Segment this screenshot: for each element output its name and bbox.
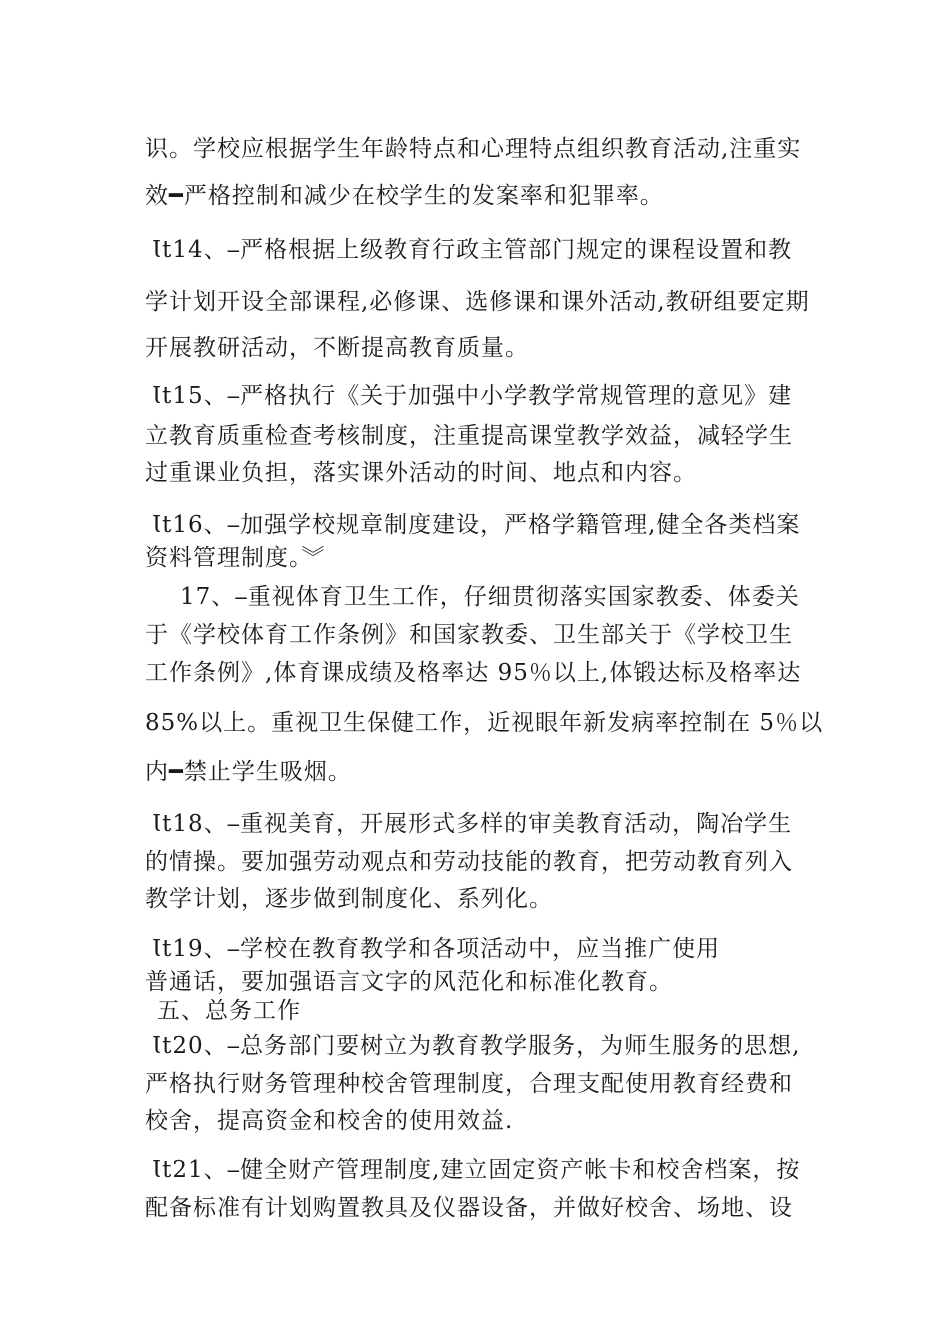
text-line: 识。学校应根据学生年龄特点和心理特点组织教育活动,注重实	[145, 136, 802, 162]
text-line: 立教育质重检查考核制度，注重提高课堂教学效益，减轻学生	[145, 423, 793, 449]
text-line: 开展教研活动，不断提高教育质量。	[145, 335, 529, 361]
item-19-heading: Ɩt19、⎯学校在教育教学和各项活动中，应当推广使用	[152, 936, 721, 962]
text-line: 配备标准有计划购置教具及仪器设备，并做好校舍、场地、设	[145, 1195, 793, 1221]
text-line: 的情操。要加强劳动观点和劳动技能的教育，把劳动教育列入	[145, 849, 793, 875]
item-16-heading: Ɩt16、⎯加强学校规章制度建设，严格学籍管理,健全各类档案	[152, 512, 801, 538]
section-heading: 五、总务工作	[157, 998, 301, 1024]
text-line: 过重课业负担，落实课外活动的时间、地点和内容。	[145, 460, 697, 486]
text-line: 校舍，提高资金和校舍的使用效益.	[145, 1108, 514, 1134]
item-15-heading: Ɩt15、⎯严格执行《关于加强中小学教学常规管理的意见》建	[152, 383, 793, 409]
item-17-heading: 17、⎯重视体育卫生工作，仔细贯彻落实国家教委、体委关	[180, 584, 800, 610]
text-line: 于《学校体育工作条例》和国家教委、卫生部关于《学校卫生	[145, 622, 793, 648]
text-line: 资料管理制度。︾	[145, 545, 326, 571]
item-20-heading: Ɩt20、⎯总务部门要树立为教育教学服务，为师生服务的思想,	[152, 1033, 801, 1059]
text-line: 普通话，要加强语言文字的风范化和标准化教育。	[145, 969, 673, 995]
item-21-heading: Ɩt21、⎯健全财产管理制度,建立固定资产帐卡和校舍档案，按	[152, 1157, 801, 1183]
text-line: 效━严格控制和减少在校学生的发案率和犯罪率。	[145, 183, 664, 209]
text-line: 内━禁止学生吸烟。	[145, 759, 352, 785]
text-line: 教学计划，逐步做到制度化、系列化。	[145, 886, 553, 912]
item-14-heading: Ɩt14、⎯严格根据上级教育行政主管部门规定的课程设置和教	[152, 237, 793, 263]
text-line: 工作条例》,体育课成绩及格率达 95％以上,体锻达标及格率达	[145, 660, 802, 686]
text-line: 学计划开设全部课程,必修课、选修课和课外活动,教研组要定期	[145, 289, 810, 315]
text-line: 严格执行财务管理种校舍管理制度，合理支配使用教育经费和	[145, 1071, 793, 1097]
item-18-heading: Ɩt18、⎯重视美育，开展形式多样的审美教育活动，陶冶学生	[152, 811, 793, 837]
text-line: 85%以上。重视卫生保健工作，近视眼年新发病率控制在 5％以	[145, 710, 824, 736]
